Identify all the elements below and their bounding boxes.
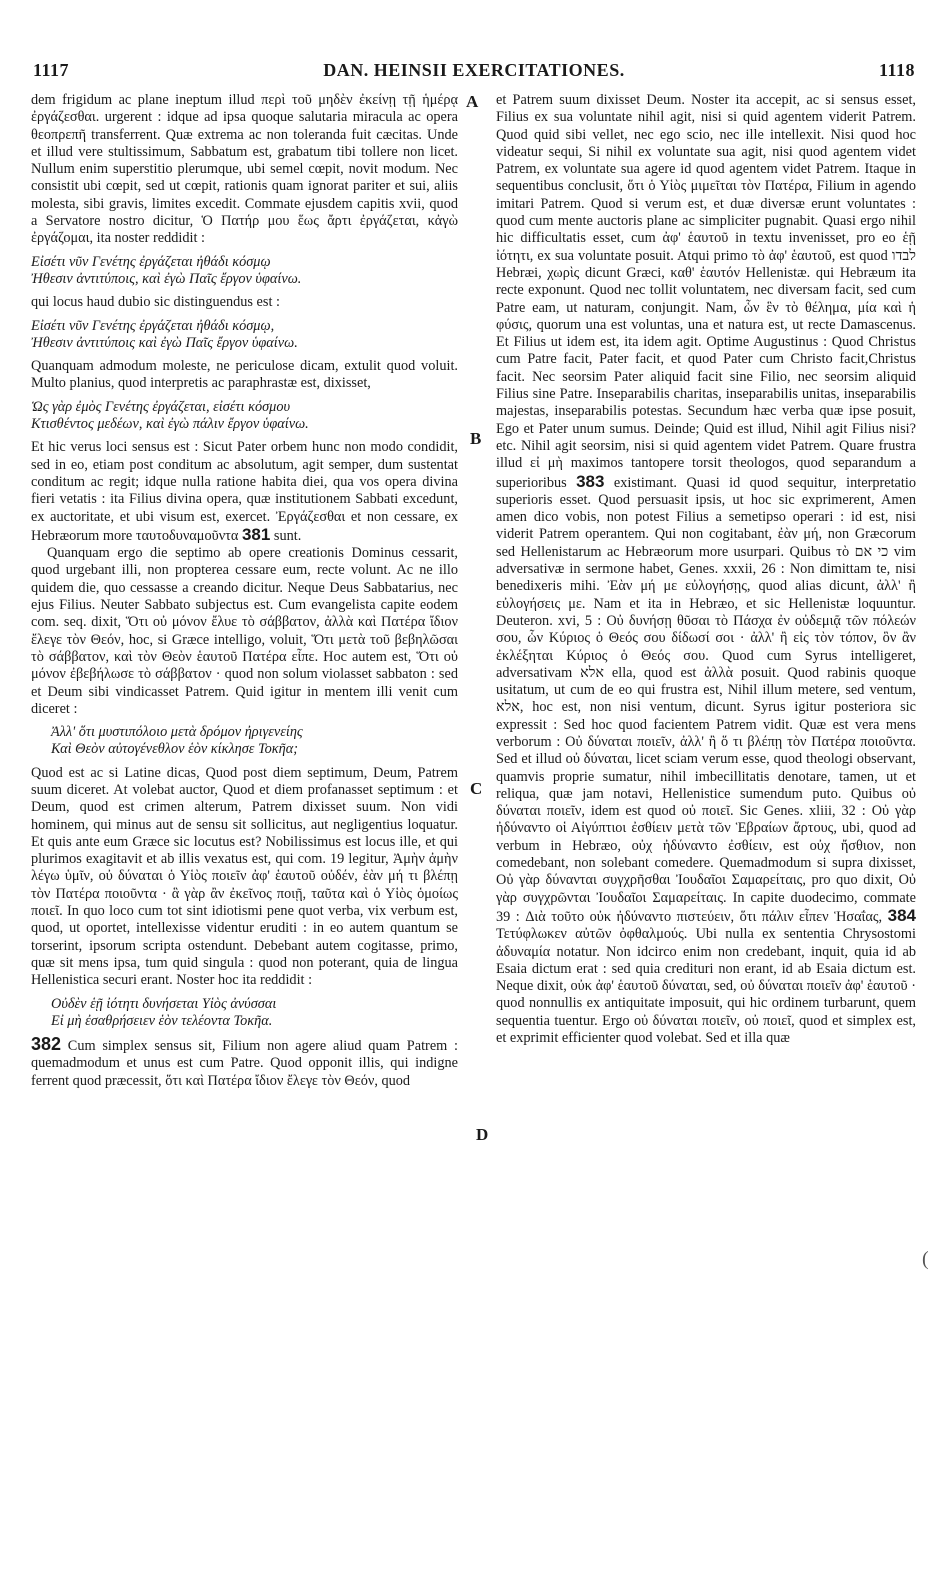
section-number-384: 384 (887, 905, 916, 925)
margin-letter-a: A (466, 92, 479, 111)
verse-5-line-1: Οὐδὲν ἑῇ ἰότητι δυνήσεται Υἱὸς ἀνύσσαι (51, 995, 277, 1012)
left-paragraph-4-text: Et hic verus loci sensus est : Sicut Pater orbem hunc non modo condidit, sed in eo, etiam post conditum ac absolutum, agit semper, dum sustentat conditum ac regit; idque nulla ratione habita diei, qua vos opera divina fieri vetatis : ita Filius divina opera, quæ institutionem Sabbati excedunt, ex auctoritate, et ubi visum est, exercet. Ἐργάζεσθαι et non cessare, ex Hebræorum more ταυτοδυναμοῦντα (31, 439, 458, 544)
verse-1-line-1: Εἰσέτι νῦν Γενέτης ἐργάζεται ἠθάδι κόσμῳ (31, 253, 271, 270)
left-paragraph-7 (31, 1036, 458, 1090)
verse-5 (31, 996, 458, 1031)
margin-letter-d: D (476, 1125, 489, 1144)
left-paragraph-6: Quod est ac si Latine dicas, Quod post diem septimum, Deum, Patrem suum diceret. At volebat auctor, Quod et diem profanasset septimum : et Deum, quod est crimen alterum, Patrem dixisset suum. Non vidi hominem, qui minus aut de sensu sit sollicitus, aut negligentius loquatur. Et quis ante eum Græce sic locutus est? Nobilissimus est locus ille, et qui plurimos exagitavit et ab illis vexatus est, qui com. 19 legitur, Ἀμὴν ἀμὴν λέγω ὑμῖν, οὐ δύναται ὁ Υἱὸς ποιεῖν ἀφ' ἑαυτοῦ οὐδέν, ἐὰν μή τι βλέπῃ τὸν Πατέρα ποιοῦντα · ἃ γὰρ ἂν ἐκεῖνος ποιῇ, ταῦτα καὶ ὁ Υἱὸς ὁμοίως ποιεῖ. In quo loco cum tot sint idiotismi pene quot verba, vix verbum est, quod, ut oportet, intellexisse videntur eruditi : in eo autem quantum se torserint, ipsorum scripta ostendunt. Debebant autem cogitasse, primo, quæ sit mens ipsa, tum quid singula : quod non poterant, quia de lingua Hellenistica securi erant. Noster hoc ita reddidit : (31, 764, 458, 989)
verse-3-line-2: Κτισθέντος μεδέων, καὶ ἐγὼ πάλιν ἔργον ὑφαίνω. (31, 416, 309, 433)
left-paragraph-4 (31, 439, 458, 545)
verse-4-line-2: Καὶ Θεὸν αὐτογένεθλον ἑὸν κίκλησε Τοκῆα; (51, 741, 299, 758)
left-page-number: 1117 (33, 60, 70, 80)
verse-3-line-1: Ὡς γὰρ ἐμὸς Γενέτης ἐργάζεται, εἰσέτι κόσμου (31, 398, 291, 415)
right-column (496, 92, 916, 1047)
stray-margin-mark: ( (922, 1248, 929, 1270)
section-number-383: 383 (576, 471, 605, 491)
margin-letter-b: B (470, 429, 482, 448)
section-number-382: 382 (31, 1034, 62, 1055)
section-number-381: 381 (241, 524, 271, 544)
left-paragraph-5: Quanquam ergo die septimo ab opere creationis Dominus cessarit, quod urgebant illi, non propterea cessare eum, recte volunt. Ac ne illo quidem die, quo cessasse a creando dicitur. Neque Deus Sabbatarius, nec ejus Filius. Neuter Sabbato subjectus est. Cum evangelista capite eodem com. seq. dixit, Ὅτι οὐ μόνον ἔλυε τὸ σάββατον, ἀλλὰ καὶ Πατέρα ἴδιον ἔλεγε τὸν Θεόν, hoc, si Græce intelligo, voluit, Ὅτι μετὰ τοῦ βεβηλῶσαι τὸ σάββατον, καὶ τὸν Θεὸν ἑαυτοῦ Πατέρα εἶπε. Hoc autem est, Ὅτι οὐ μόνον ἐβεβήλωσε τὸ σάββατον · quod non solum violasset sabbaton : sed et Deum sibi vindicasset Patrem. Quid igitur in mentem illi venit cum diceret : (31, 545, 458, 717)
right-paragraph-1-cont: existimant. Quasi id quod sequitur, interpretatio superioris esset. Quod persuasit ipsis, ut hoc sic exprimerent, Amen amen dico vobis, non potest Filius a semetipso operari : id est, nisi viderit Patrem operantem. Qui non cogitabant, ἐὰν μή, non Græcorum sed Hellenistarum ac Hebræorum more usurpari. Quibus τὸ כי אם vim adversativæ in sermone habet, Genes. xxxii, 26 : Non dimittam te, nisi benedixeris mihi. Ἐὰν μή με εὐλογήσῃς, quod alias dicunt, ἀλλ' ἢ εὐλογήσεις με. Nam et ita in Hebræo, et sic Hellenistæ loquuntur. Deuteron. xvi, 5 : Οὐ δυνήσῃ θῦσαι τὸ Πάσχα ἐν οὐδεμιᾷ τῶν πόλεών σου, ὧν Κύριος ὁ Θεός σου δίδωσί σοι · ἀλλ' ἢ εἰς τὸν τόπον, ὃν ἂν ἐκλέξηται Κύριος ὁ Θεός σου. Quod cum Syrus intelligeret, adversativam אלא ella, quod est ἀλλὰ posuit. Quod rabinis quoque usitatum, ut cum de eo qui frustra est, Nihil illum metere, sed ventum, אלא, hoc est, non nisi ventum, dicunt. Syrus igitur posteriora sic expressit : Sed hoc quod facientem Patrem vidit. Quæ est vera mens verborum : Οὐ δύναται ποιεῖν, ἀλλ' ἢ ὅ τι βλέπῃ τὸν Πατέρα ποιοῦντα. Sed et illud οὐ δύναται, licet sciam verum esse, quod theologi observant, quamvis proprie sumatur, nihil imbecillitatis denotare, tamen, ut et reliqua, quæ jam notavi, Hellenistice sumendum puto. Quibus οὐ δύναται ποιεῖν, idem est quod οὐ ποιεῖ. Sic Genes. xliii, 32 : Οὐ γὰρ ἠδύναντο οἱ Αἰγύπτιοι ἐσθίειν μετὰ τῶν Ἑβραίων ἄρτους, ubi, quod ad verbum in Hebræo, οὐχ ἠδύναντο ἐσθίειν, est οὐχ ἤσθιον, non comedebant, non solebant comedere. Quemadmodum si supra dixisset, Οὐ γὰρ δύνανται συγχρῆσθαι Ἰουδαῖοι Σαμαρείταις, pro quo dixit, Οὐ γὰρ συγχρῶνται Ἰουδαῖοι Σαμαρείταις. In capite duodecimo, commate 39 : Διὰ τοῦτο οὐκ ἠδύναντο πιστεύειν, ὅτι πάλιν εἶπεν Ἡσαΐας, (496, 474, 917, 925)
left-column (31, 92, 458, 1090)
left-paragraph-1: dem frigidum ac plane ineptum illud περὶ τοῦ μηδὲν ἐκείνῃ τῇ ἡμέρᾳ ἐργάζεσθαι. urgerent : idque ad ipsa quoque salutaria miracula ac opera θεοπρεπῆ transferrent. Quæ extrema ac non toleranda fuit cæcitas. Unde et illud vere stultissimum, Sabbatum est, grabatum tibi tollere non licet. Nullum enim superstitio plerumque, ubi semel cœpit, novit modum. Nec consistit ubi cœpit, sed ut cœpit, rationis quam ignorat pariter et sui, aliis molesta, sibi gravis, limites excedit. Commate ejusdem capitis xvii, quod a Servatore nostro dicitur, Ὁ Πατήρ μου ἕως ἄρτι ἐργάζεται, κἀγὼ ἐργάζομαι, ita noster reddidit : (31, 92, 458, 247)
verse-2-line-1: Εἰσέτι νῦν Γενέτης ἐργάζεται ἠθάδι κόσμῳ, (31, 317, 275, 334)
running-header (33, 60, 915, 86)
verse-2-line-2: Ἠθεσιν ἀντιτύποις καὶ ἐγὼ Παῖς ἔργον ὑφαίνω. (31, 334, 298, 351)
right-page-number: 1118 (878, 60, 915, 80)
verse-2 (31, 318, 458, 353)
verse-5-line-2: Εἰ μὴ ἐσαθρήσειεν ἑὸν τελέοντα Τοκῆα. (51, 1012, 273, 1029)
running-title: DAN. HEINSII EXERCITATIONES. (323, 60, 625, 80)
left-paragraph-4-end: sunt. (273, 527, 302, 544)
verse-4-line-1: Ἀλλ' ὅτι μυστιπόλοιο μετὰ δρόμον ἠριγενείης (51, 724, 303, 741)
verse-1 (31, 254, 458, 289)
left-paragraph-3: Quanquam admodum moleste, ne periculose dicam, extulit quod voluit. Multo planius, quod interpretis ac paraphrastæ est, dixisset, (31, 358, 458, 392)
verse-1-line-2: Ἠθεσιν ἀντιτύποις, καὶ ἐγὼ Παῖς ἔργον ὑφαίνω. (31, 270, 302, 287)
right-paragraph-1 (496, 92, 916, 1047)
right-paragraph-1-text: et Patrem suum dixisset Deum. Noster ita accepit, ac si sensus esset, Filius ex sua voluntate nihil agit, nisi si quid agentem viderit Patrem. Quod quid sibi vellet, nec ego scio, nec ille intellexit. Nisi quod hoc videatur sequi, Si nihil ex voluntate sua agit, nisi quod agentem videt Patrem, ex voluntate sua agere id quod agentem videt Patrem. Itaque in sequentibus conclusit, ὅτι ὁ Υἱὸς μιμεῖται τὸν Πατέρα, Filium in agendo imitari Patrem. Quod si verum est, et duæ diversæ erunt voluntates : quod cum mente auctoris plane ac simpliciter pugnabit. Quasi ergo nihil hic difficultatis esset, cum ἀφ' ἑαυτοῦ in textu invenisset, pro eo ἑῇ ἰότητι, ex sua voluntate posuit. Atqui primo τὸ ἀφ' ἑαυτοῦ, est quod לבדו Hebræi, χωρὶς dicunt Græci, καθ' ἑαυτόν Hellenistæ. qui Hebræum ita recte exponunt. Quod nec tollit voluntatem, nec diversam facit, sed cum Patre eam, ut naturam, conjungit. Nam, ὧν ἓν τὸ θέλημα, μία καὶ ἡ φύσις, quorum una est voluntas, una et natura est, ut recte Damascenus. Et Filius ut idem est, ita idem agit. Optime Augustinus : Quod Christus cum Patre facit, Pater facit, et quod Pater cum Christo facit,Christus facit. Nec seorsim Pater aliquid facit sine Filio, nec seorsim aliquid Filius sine Patre. Inseparabilis charitas, inseparabilis unitas, inseparabilis majestas, inseparabilis potestas. Secundum hæc verba quæ ipse posuit, Ego et Pater unum sumus. Deinde; Quid est illud, Nihil agit Filius nisi? etc. Nihil agit seorsim, nisi si quid agentem videt Patrem. Quare frustra illud εἰ μὴ maximos tantopere torsit theologos, quod separandum a superioribus (496, 92, 916, 491)
verse-4 (31, 724, 458, 759)
verse-3 (31, 399, 458, 434)
left-paragraph-7-text: Cum simplex sensus sit, Filium non agere aliud quam Patrem : quemadmodum et unus est cum Patre. Quod opponit illis, qui indigne ferrent quod præcessit, ὅτι καὶ Πατέρα ἴδιον ἔλεγε τὸν Θεόν, quod (31, 1038, 458, 1089)
left-paragraph-2: qui locus haud dubio sic distinguendus est : (31, 294, 280, 311)
right-paragraph-1-end: Τετύφλωκεν αὐτῶν ὀφθαλμούς. Ubi nulla ex sententia Chrysostomi ἀδυναμία notatur. Non idcirco enim non credebant, inquit, quia id ab Esaia dictum erat : sed quia credituri non erant, id ab Esaia dictum est. Neque dixit, οὐκ ἀφ' ἑαυτοῦ δύναται, sed, οὐ δύναται ποιεῖν ἀφ' ἑαυτοῦ · quod nonnullis ex antiquitate imposuit, qui hic ordinem turbarunt, quem sequentia tuentur. Ergo οὐ δύναται ποιεῖν, οὐ ποιεῖ, quod et simplex est, et exprimit efficienter quod volebat. Sed et illa quæ (496, 926, 916, 1047)
margin-letter-c: C (470, 779, 483, 798)
